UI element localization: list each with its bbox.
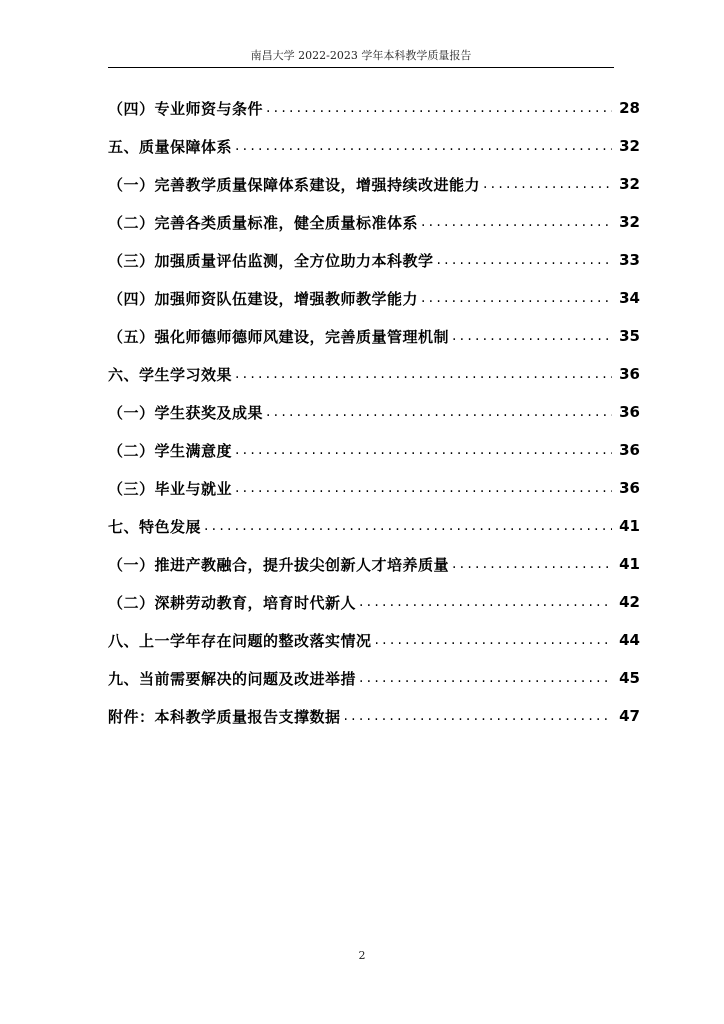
toc-entry-title: （一）学生获奖及成果 (108, 403, 264, 422)
toc-entry[interactable] (108, 134, 640, 158)
toc-entry-page: 36 (619, 441, 640, 459)
toc-entry[interactable] (108, 210, 640, 234)
toc-dot-leader (452, 556, 612, 572)
toc-entry-title: 六、学生学习效果 (108, 365, 233, 384)
toc-entry-page: 28 (619, 99, 640, 117)
toc-entry[interactable] (108, 666, 640, 690)
toc-entry-title: （三）毕业与就业 (108, 479, 233, 498)
toc-dot-leader (375, 632, 612, 648)
toc-entry[interactable] (108, 704, 640, 728)
toc-entry-title: 七、特色发展 (108, 517, 202, 536)
toc-entry[interactable] (108, 324, 640, 348)
toc-entry[interactable] (108, 286, 640, 310)
toc-entry[interactable] (108, 362, 640, 386)
toc-dot-leader (452, 328, 612, 344)
toc-entry-title: 五、质量保障体系 (108, 137, 233, 156)
toc-entry-title: （二）学生满意度 (108, 441, 233, 460)
toc-entry-page: 45 (619, 669, 640, 687)
toc-entry[interactable] (108, 96, 640, 120)
toc-dot-leader (344, 708, 612, 724)
toc-entry-page: 42 (619, 593, 640, 611)
toc-entry-title: 八、上一学年存在问题的整改落实情况 (108, 631, 372, 650)
toc-entry[interactable] (108, 552, 640, 576)
toc-entry-page: 41 (619, 555, 640, 573)
toc-entry-page: 47 (619, 707, 640, 725)
toc-entry[interactable] (108, 514, 640, 538)
toc-dot-leader (421, 290, 612, 306)
toc-entry-page: 36 (619, 365, 640, 383)
toc-dot-leader (204, 518, 612, 534)
toc-dot-leader (235, 366, 612, 382)
toc-entry[interactable] (108, 628, 640, 652)
page-number: 2 (358, 949, 366, 962)
toc-entry-title: （二）完善各类质量标准，健全质量标准体系 (108, 213, 419, 232)
toc-dot-leader (266, 100, 612, 116)
toc-entry-page: 32 (619, 137, 640, 155)
toc-dot-leader (359, 594, 612, 610)
toc-entry-title: 附件：本科教学质量报告支撑数据 (108, 707, 341, 726)
toc-dot-leader (235, 138, 612, 154)
toc-entry-title: （一）完善教学质量保障体系建设，增强持续改进能力 (108, 175, 481, 194)
toc-entry[interactable] (108, 590, 640, 614)
toc-entry-page: 32 (619, 175, 640, 193)
toc-entry[interactable] (108, 476, 640, 500)
toc-dot-leader (359, 670, 612, 686)
toc-entry-title: （二）深耕劳动教育，培育时代新人 (108, 593, 357, 612)
toc-dot-leader (437, 252, 612, 268)
toc-entry-page: 33 (619, 251, 640, 269)
page-header: 南昌大学 2022-2023 学年本科教学质量报告 (250, 49, 472, 62)
toc-entry-page: 41 (619, 517, 640, 535)
toc-dot-leader (483, 176, 612, 192)
toc-dot-leader (266, 404, 612, 420)
toc-dot-leader (235, 480, 612, 496)
toc-entry-title: 九、当前需要解决的问题及改进举措 (108, 669, 357, 688)
toc-entry-page: 36 (619, 479, 640, 497)
toc-entry-title: （四）专业师资与条件 (108, 99, 264, 118)
toc-entry-page: 35 (619, 327, 640, 345)
toc-dot-leader (235, 442, 612, 458)
toc-entry[interactable] (108, 248, 640, 272)
toc-entry-page: 34 (619, 289, 640, 307)
toc-entry-title: （五）强化师德师德师风建设，完善质量管理机制 (108, 327, 450, 346)
toc-entry-page: 36 (619, 403, 640, 421)
toc-dot-leader (421, 214, 612, 230)
toc-entry-title: （一）推进产教融合，提升拔尖创新人才培养质量 (108, 555, 450, 574)
toc-entry[interactable] (108, 172, 640, 196)
toc-entry-title: （四）加强师资队伍建设，增强教师教学能力 (108, 289, 419, 308)
toc-entry[interactable] (108, 400, 640, 424)
toc-entry-title: （三）加强质量评估监测，全方位助力本科教学 (108, 251, 434, 270)
toc-entry-page: 32 (619, 213, 640, 231)
toc-entry-page: 44 (619, 631, 640, 649)
toc-entry[interactable] (108, 438, 640, 462)
